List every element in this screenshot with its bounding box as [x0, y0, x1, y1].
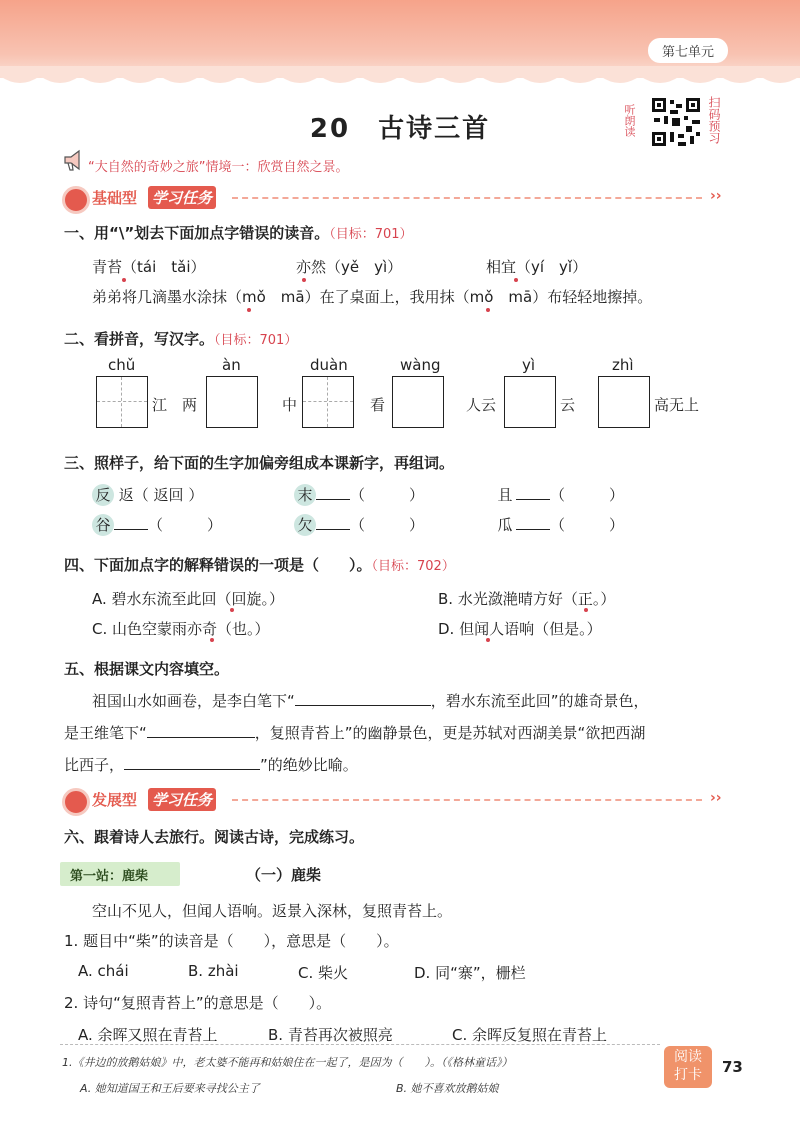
q6-2-option-b[interactable]: B. 青苔再次被照亮 [268, 1026, 393, 1044]
divider [232, 197, 702, 199]
scene-text: “大自然的奇妙之旅”情境一：欣赏自然之景。 [88, 160, 349, 175]
qr-label-scan: 扫码预习 [707, 96, 721, 144]
writing-box[interactable] [96, 376, 148, 428]
footer-option-a: A. 她知道国王和王后要来寻找公主了 [80, 1082, 260, 1095]
emphasis-dot [486, 308, 490, 312]
char-badge: 末 [294, 484, 316, 506]
writing-box[interactable] [206, 376, 258, 428]
q1-word-3: 相宜（yí yǐ） [486, 258, 588, 276]
emphasis-dot [230, 608, 234, 612]
station-label: 第一站：鹿柴 [70, 869, 149, 884]
q6-2-option-c[interactable]: C. 余晖反复照在青苔上 [452, 1026, 608, 1044]
q4-option-a[interactable]: A. 碧水东流至此回（回旋。） [92, 590, 285, 608]
q4-title: 四、下面加点字的解释错误的一项是（ ）。（目标：702） [64, 556, 455, 574]
q3-item: 欠 （ ） [294, 514, 424, 536]
task-type: 发展型 [92, 791, 138, 809]
q3-example [92, 484, 203, 506]
q5-line-2: 是王维笔下“ ，复照青苔上”的幽静景色，更是苏轼对西湖美景“欲把西湖 [64, 724, 646, 742]
answer-blank[interactable] [516, 529, 550, 530]
answer-blank[interactable] [124, 769, 260, 770]
lightbulb-icon [62, 788, 90, 816]
char-badge: 反 [92, 484, 114, 506]
lightbulb-icon [62, 186, 90, 214]
q2-text-1: 江 两 [152, 396, 198, 414]
q5-title: 五、根据课文内容填空。 [64, 660, 230, 678]
reading-checkin-badge[interactable] [664, 1046, 712, 1088]
emphasis-dot [486, 638, 490, 642]
pinyin-2: àn [222, 356, 241, 374]
answer-blank[interactable] [516, 499, 550, 500]
qr-code-icon[interactable] [650, 96, 702, 148]
q5-line-3: 比西子， ”的绝妙比喻。 [64, 756, 358, 774]
answer-blank[interactable] [316, 499, 350, 500]
writing-box[interactable] [504, 376, 556, 428]
q3-item: 瓜 （ ） [497, 516, 625, 534]
emphasis-dot [302, 278, 306, 282]
task-bar-basic [62, 184, 742, 212]
footer-option-b: B. 她不喜欢放鹅姑娘 [396, 1082, 499, 1095]
emphasis-dot [210, 638, 214, 642]
badge-line-2: 打卡 [674, 1067, 702, 1083]
arrow-icon: ›› [710, 790, 722, 806]
q1-word-1: 青苔（tái tǎi） [92, 258, 206, 276]
answer-blank[interactable] [295, 705, 431, 706]
writing-box[interactable] [392, 376, 444, 428]
answer-blank[interactable] [147, 737, 255, 738]
poem-title: （一）鹿柴 [246, 866, 322, 884]
q6-sub-1: 1. 题目中“柴”的读音是（ ），意思是（ ）。 [64, 932, 399, 950]
answer-blank[interactable] [114, 529, 148, 530]
emphasis-dot [247, 308, 251, 312]
task-bar-development [62, 786, 742, 814]
lesson-title: 20 古诗三首 [309, 114, 491, 144]
task-type: 基础型 [92, 189, 138, 207]
char-badge: 谷 [92, 514, 114, 536]
q5-line-1: 祖国山水如画卷，是李白笔下“ ，碧水东流至此回”的雄奇景色， [92, 692, 649, 710]
q6-1-option-a[interactable]: A. chái [78, 962, 129, 980]
q3-example-answer: 返（ 返回 ） [118, 486, 204, 504]
q2-text-5: 云 [560, 396, 576, 414]
writing-box[interactable] [302, 376, 354, 428]
q3-title: 三、照样子，给下面的生字加偏旁组成本课新字，再组词。 [64, 454, 455, 472]
station-tag [60, 862, 180, 886]
q1-title: 一、用“\”划去下面加点字错误的读音。（目标：701） [64, 224, 413, 242]
q6-1-option-d[interactable]: D. 同“寨”，栅栏 [414, 964, 526, 982]
q3-item: 谷 （ ） [92, 514, 222, 536]
q4-option-d[interactable]: D. 但闻人语响（但是。） [438, 620, 602, 638]
pinyin-4: wàng [400, 356, 441, 374]
footer-divider [60, 1044, 660, 1045]
writing-box[interactable] [598, 376, 650, 428]
pinyin-6: zhì [612, 356, 634, 374]
q1-word-2: 亦然（yě yì） [296, 258, 403, 276]
q2-text-3: 看 [370, 396, 386, 414]
q6-sub-2: 2. 诗句“复照青苔上”的意思是（ ）。 [64, 994, 332, 1012]
pinyin-3: duàn [310, 356, 348, 374]
q6-title: 六、跟着诗人去旅行。阅读古诗，完成练习。 [64, 828, 365, 846]
q3-item: 末 （ ） [294, 484, 424, 506]
q3-item: 且 （ ） [497, 486, 625, 504]
q4-option-b[interactable]: B. 水光潋滟晴方好（正。） [438, 590, 616, 608]
q2-text-2: 中 [282, 396, 298, 414]
task-label: 学习任务 [148, 186, 216, 209]
qr-label-listen: 听朗读 [623, 104, 636, 137]
pinyin-5: yì [522, 356, 536, 374]
arrow-icon: ›› [710, 188, 722, 204]
q4-option-c[interactable]: C. 山色空蒙雨亦奇（也。） [92, 620, 270, 638]
answer-blank[interactable] [316, 529, 350, 530]
q1-sentence: 弟弟将几滴墨水涂抹（mǒ mā）在了桌面上，我用抹（mǒ mā）布轻轻地擦掉。 [92, 288, 653, 306]
badge-line-1: 阅读 [674, 1049, 702, 1065]
q2-text-6: 高无上 [654, 396, 700, 414]
megaphone-icon [62, 148, 84, 172]
q2-text-4: 人云 [466, 396, 497, 414]
q6-2-option-a[interactable]: A. 余晖又照在青苔上 [78, 1026, 218, 1044]
unit-tag: 第七单元 [648, 38, 728, 63]
footer-question: 1.《井边的放鹅姑娘》中，老太婆不能再和姑娘住在一起了，是因为（ ）。（《格林童话》） [62, 1056, 513, 1069]
q6-1-option-c[interactable]: C. 柴火 [298, 964, 349, 982]
pinyin-1: chǔ [108, 356, 136, 374]
divider [232, 799, 702, 801]
task-label: 学习任务 [148, 788, 216, 811]
poem-text: 空山不见人，但闻人语响。返景入深林，复照青苔上。 [92, 902, 453, 920]
q2-title: 二、看拼音，写汉字。（目标：701） [64, 330, 298, 348]
emphasis-dot [514, 278, 518, 282]
emphasis-dot [122, 278, 126, 282]
header-wave [0, 66, 800, 96]
page-number: 73 [722, 1058, 743, 1076]
char-badge: 欠 [294, 514, 316, 536]
emphasis-dot [584, 608, 588, 612]
q6-1-option-b[interactable]: B. zhài [188, 962, 239, 980]
